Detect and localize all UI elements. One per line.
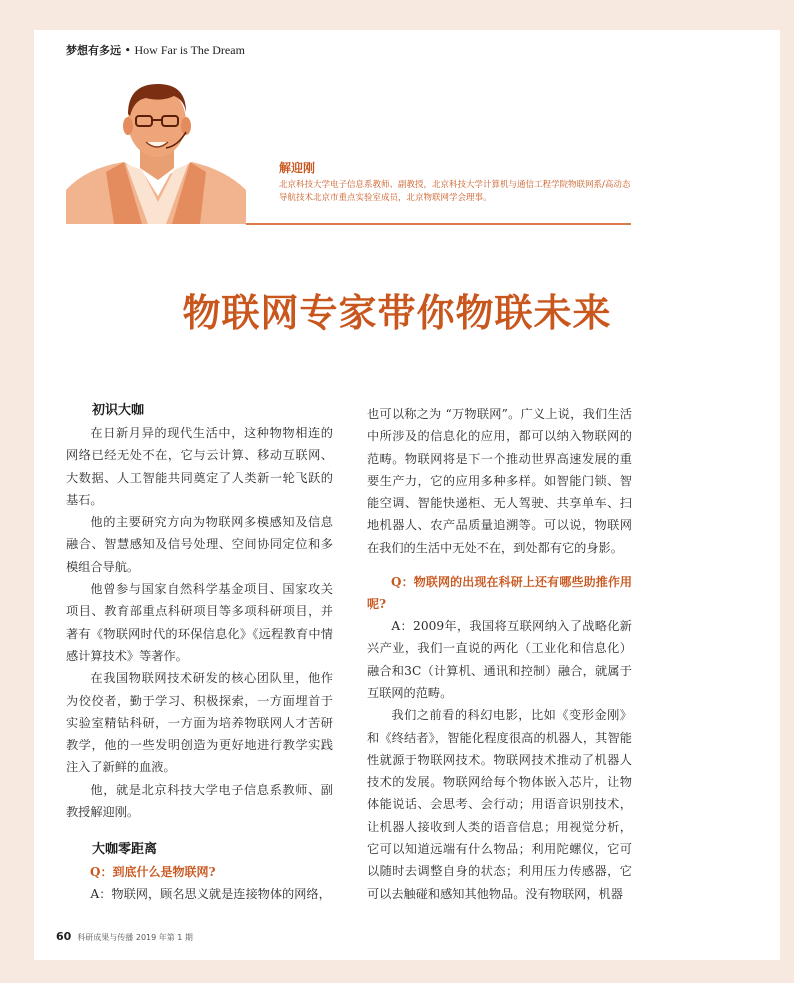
author-divider: [246, 223, 631, 225]
header-cn: 梦想有多远: [66, 44, 121, 57]
paragraph: 我们之前看的科幻电影，比如《变形金刚》和《终结者》，智能化程度很高的机器人，其智能性就源于物联网技术。物联网技术推动了机器人技术的发展。物联网给每个物体嵌入芯片，让物体能说话、会思考、会行动；用语音识别技术，让机器人接收到人类的语音信息；用视觉分析，它可以知道远端有什么物品；利用陀螺仪，它可以随时去调整自身的状态；利用压力传感器，它可以去触碰和感知其他物品。没有物联网，机器: [367, 708, 632, 901]
question: Q：到底什么是物联网?: [90, 865, 216, 880]
section-heading-interview: 大咖零距离: [92, 842, 158, 858]
paragraph: 在我国物联网技术研发的核心团队里，他作为佼佼者，勤于学习、积极探索，一方面埋首于实验室精钻科研，一方面为培养物联网人才苦研教学，他的一些发明创造为更好地进行教学实践注入了新鲜的血液。: [66, 671, 333, 775]
paragraph: 他，就是北京科技大学电子信息系教师、副教授解迎刚。: [66, 782, 333, 820]
page-footer: [56, 930, 193, 943]
right-column: [367, 403, 632, 905]
left-column: [66, 400, 333, 906]
page-number: 60: [56, 930, 72, 943]
running-header: [66, 42, 245, 58]
author-bio: 北京科技大学电子信息系教师、副教授，北京科技大学计算机与通信工程学院物联网系/高动态导航技术北京市重点实验室成员，北京物联网学会理事。: [279, 180, 631, 203]
article-title: 物联网专家带你物联未来: [182, 291, 612, 335]
header-separator: •: [121, 44, 135, 57]
paragraph: 他的主要研究方向为物联网多模感知及信息融合、智慧感知及信号处理、空间协同定位和多模组合导航。: [66, 515, 333, 574]
paragraph: A：2009年，我国将互联网纳入了战略化新兴产业，我们一直说的两化（工业化和信息化）融合和3C（计算机、通讯和控制）融合，就属于互联网的范畴。: [367, 619, 632, 700]
journal-info: 科研成果与传播 2019 年第 1 期: [77, 933, 193, 942]
paragraph: 他曾参与国家自然科学基金项目、国家攻关项目、教育部重点科研项目等多项科研项目，并著有《物联网时代的环保信息化》《远程教育中情感计算技术》等著作。: [66, 582, 333, 663]
paragraph: 也可以称之为 “万物联网”。广义上说，我们生活中所涉及的信息化的应用，都可以纳入物联网的范畴。物联网将是下一个推动世界高速发展的重要生产力，它的应用多种多样。如智能门锁、智能空调、智能快递柜、无人驾驶、共享单车、扫地机器人、农产品质量追溯等。可以说，物联网在我们的生活中无处不在，到处都有它的身影。: [367, 407, 632, 555]
paragraph: 在日新月异的现代生活中，这种物物相连的网络已经无处不在，它与云计算、移动互联网、大数据、人工智能共同奠定了人类新一轮飞跃的基石。: [66, 426, 333, 507]
author-name: 解迎刚: [279, 161, 316, 175]
question: Q：物联网的出现在科研上还有哪些助推作用呢?: [367, 575, 632, 612]
section-heading-intro: 初识大咖: [92, 403, 145, 418]
paragraph: A：物联网，顾名思义就是连接物体的网络，: [90, 887, 331, 902]
author-portrait: [66, 72, 246, 224]
header-en: How Far is The Dream: [134, 43, 245, 57]
